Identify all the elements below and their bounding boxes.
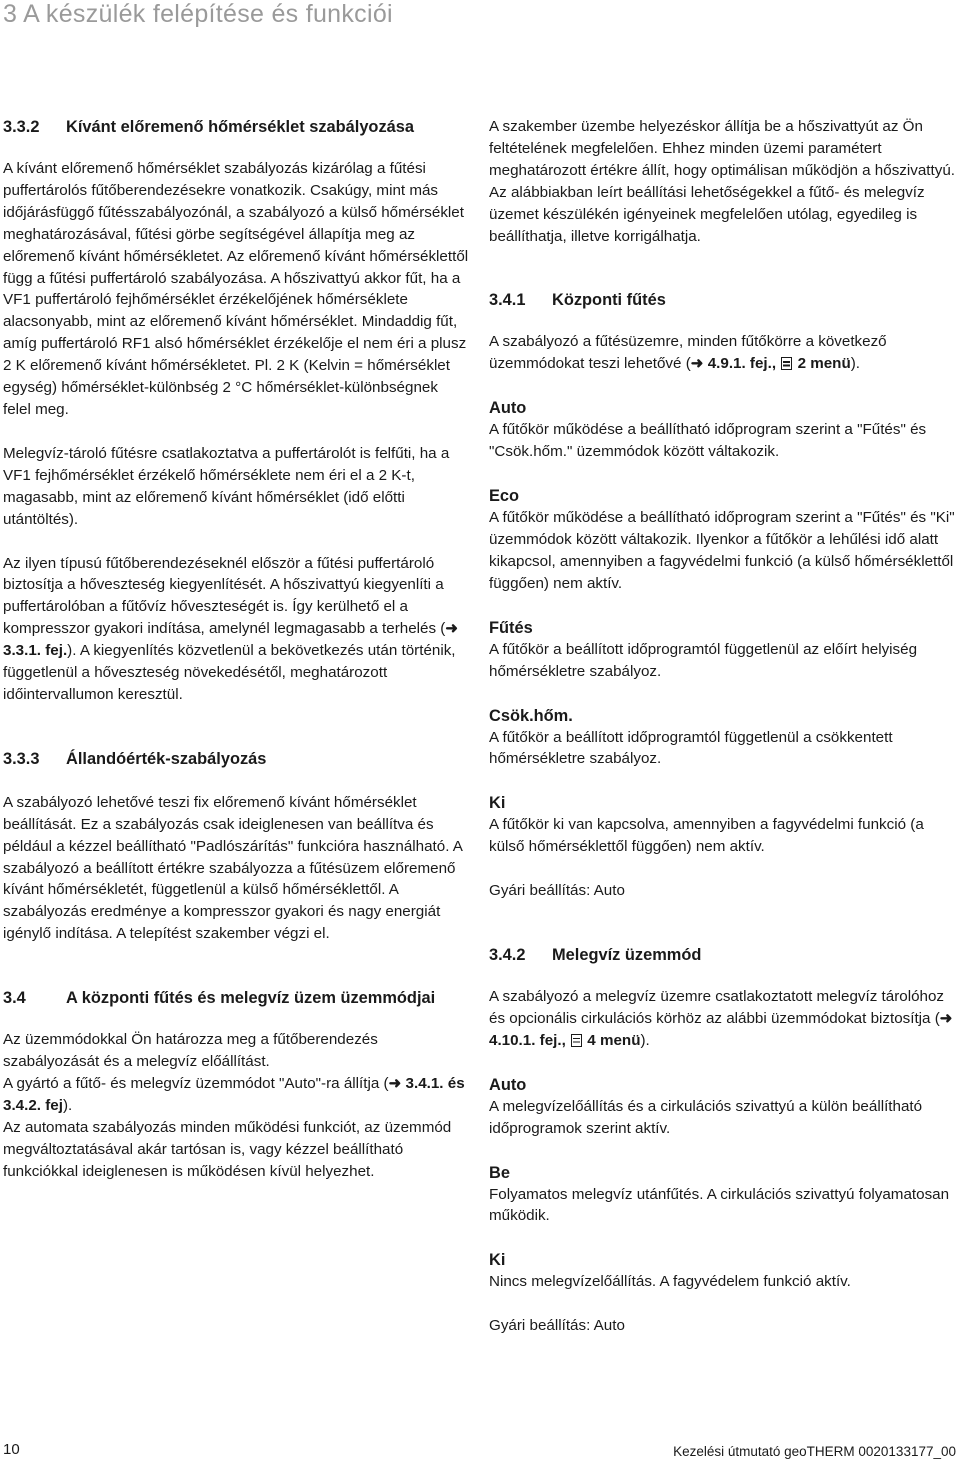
section-number: 3.4: [3, 989, 26, 1008]
paragraph: Melegvíz-tároló fűtésre csatlakoztatva a puffertárolót is felfűti, ha a VF1 fejhőmérséklet érzékelő hőmérséklete nem éri el a 2 K-t, magasabb, mint az előremenő kívánt hőmérséklet (idő előtti utántöltés).: [3, 444, 450, 528]
paragraph: [489, 331, 955, 375]
left-column: [3, 116, 469, 1183]
factory-setting: Gyári beállítás: Auto: [489, 882, 625, 900]
mode-name: Fűtés: [489, 618, 533, 637]
page-header-title: 3 A készülék felépítése és funkciói: [3, 0, 393, 28]
section-number: 3.3.2: [3, 118, 40, 136]
mode-name: Be: [489, 1163, 510, 1182]
section-heading-3-4-2: [489, 944, 955, 966]
section-number: 3.4.2: [489, 946, 526, 965]
section-heading-3-3-3: [3, 748, 469, 770]
section-number: 3.3.3: [3, 749, 40, 768]
paragraph-text: ).: [62, 1096, 73, 1114]
mode-name: Csök.hőm.: [489, 706, 573, 725]
mode-name: Auto: [489, 1075, 527, 1094]
mode-description: Nincs melegvízelőállítás. A fagyvédelem funkció aktív.: [489, 1273, 851, 1291]
mode-description: A fűtőkör a beállított időprogramtól függetlenül a csökkentett hőmérsékletre szabályoz.: [489, 728, 893, 768]
section-title: Állandóérték-szabályozás: [66, 749, 267, 768]
cross-reference-link[interactable]: ➜ 4.10.1. fej.,: [489, 1009, 953, 1049]
paragraph: A kívánt előremenő hőmérséklet szabályozás kizárólag a fűtési puffertárolós fűtőberendezésekre vonatkozik. Csakúgy, mint más időjárásfüggő fűtésszabályozónál, a szabályozó a külső hőmérséklet meghatározásával, fűtési görbe segítségével állapítja meg az előremenő kívánt hőmérsékletet. Az előremenő kívánt hőmérséklettől függ a fűtési puffertároló szabályozása. A hőszivattyú akkor fűt, ha a VF1 puffertároló fejhőmérséklet érzékelőjének hőmérséklete alacsonyabb, mint az előremenő kívánt hőmérséklet. Mindaddig fűt, amíg puffertároló RF1 alsó hőmérséklet érzékelője el nem éri a plusz 2 K előremenő kívánt hőmérsékletet. Pl. 2 K (Kelvin = hőmérséklet egység) hőmérséklet-különbség 2 °C hőmérséklet-különbségnek felel meg.: [3, 160, 469, 418]
section-number: 3.4.1: [489, 291, 526, 310]
cross-reference-link[interactable]: ➜ 3.3.1. fej.: [3, 620, 459, 660]
paragraph: [3, 553, 469, 706]
mode-description: A fűtőkör működése a beállítható időprogram szerint a "Fűtés" és "Ki" üzemmódok között váltakozik. Ilyenkor a fűtőkör a lehűlési idő alatt kikapcsol, amennyiben a fagyvédelmi funkció (a külső hőmérséklettől függően) nem aktív.: [489, 509, 955, 592]
mode-name: Ki: [489, 794, 506, 813]
paragraph: A szabályozó lehetővé teszi fix előremenő kívánt hőmérséklet beállítását. Ez a szabályozás csak ideiglenesen van beállítva és például a kézzel beállítható "Padlószárítás" funkcióra használható. A szabályozó a beállított értékre szabályozza a fűtésüzem előremenő kívánt hőmérsékletét, függetlenül a külső hőmérséklettől. A szabályozás eredménye a kompresszor gyakori és nagy energiát igénylő indítása. A telepítést szakember végzi el.: [3, 793, 463, 943]
section-title: A központi fűtés és melegvíz üzem üzemmódjai: [66, 989, 436, 1008]
section-heading-3-3-2: [3, 116, 469, 138]
paragraph-text: A szabályozó a fűtésüzemre, minden fűtőkörre a következő üzemmódokat teszi lehetővé (: [489, 333, 887, 373]
paragraph-text: A gyártó a fűtő- és melegvíz üzemmódot "Auto"-ra állítja (: [3, 1075, 389, 1092]
page-number: 10: [3, 1441, 20, 1458]
cross-reference-link[interactable]: ➜ 3.4.1. és 3.4.2. fej: [3, 1075, 465, 1114]
mode-name: Ki: [489, 1251, 506, 1270]
paragraph-text: ).: [640, 1031, 650, 1049]
paragraph-text: ).: [850, 355, 861, 373]
menu-reference: 2 menü: [797, 355, 851, 373]
section-title: Melegvíz üzemmód: [552, 946, 702, 965]
section-heading-3-4-1: [489, 289, 955, 311]
mode-description: Folyamatos melegvíz utánfűtés. A cirkulációs szivattyú folyamatosan működik.: [489, 1185, 950, 1225]
mode-name: Auto: [489, 399, 527, 418]
section-title: Kívánt előremenő hőmérséklet szabályozása: [66, 118, 414, 136]
menu-icon: [571, 1034, 582, 1047]
document-title-footer: Kezelési útmutató geoTHERM 0020133177_00: [673, 1444, 956, 1459]
paragraph-text: Az ilyen típusú fűtőberendezéseknél először a fűtési puffertároló biztosítja a hőveszteség kiegyenlítését. A hőszivattyú kiegyenlíti a puffertárolóban a fűtővíz hőveszteségét is. Így kerülhető el a kompresszor gyakori indítása, amelynél legmagasabb a terhelés (: [3, 554, 446, 638]
section-heading-3-4: [3, 987, 469, 1009]
factory-setting: Gyári beállítás: Auto: [489, 1317, 625, 1335]
section-title: Központi fűtés: [552, 291, 666, 310]
right-column: [489, 116, 955, 1337]
mode-description: A fűtőkör a beállított időprogramtól függetlenül az előírt helyiség hőmérsékletre szabályoz.: [489, 640, 918, 680]
intro-paragraph: A szakember üzembe helyezéskor állítja be a hőszivattyút az Ön feltételének megfelelően. Ehhez minden üzemi paramétert meghatározott értékre állít, hogy optimálisan működjön a hőszivattyú. Az alábbiakban leírt beállítási lehetőségekkel a fűtő- és melegvíz üzemet készülékén igényeinek megfelelően utólag, egyedileg is beállíthatja, illetve korrigálhatja.: [489, 118, 955, 245]
paragraph-text: A szabályozó a melegvíz üzemre csatlakoztatott melegvíz tárolóhoz és opcionális cirkulációs körhöz az alábbi üzemmódokat biztosítja (: [489, 988, 945, 1027]
mode-description: A fűtőkör ki van kapcsolva, amennyiben a fagyvédelmi funkció (a külső hőmérséklettől függően) nem aktív.: [489, 816, 924, 856]
paragraph: Az automata szabályozás minden működési funkciót, az üzemmód megváltoztatásával akár tartósan is, vagy kézzel beállítható funkciókkal ideiglenesen is működésen kívül helyezhet.: [3, 1118, 452, 1180]
paragraph: [489, 986, 955, 1052]
paragraph-text: ). A kiegyenlítés közvetlenül a bekövetkezés után történik, függetlenül a hőveszteség növekedésétől, meghatározott időintervallumon keresztül.: [3, 642, 456, 703]
menu-icon: [781, 357, 792, 370]
paragraph: [3, 1073, 469, 1117]
mode-name: Eco: [489, 487, 520, 506]
paragraph: Az üzemmódokkal Ön határozza meg a fűtőberendezés szabályozását és a melegvíz előállítást.: [3, 1031, 378, 1071]
menu-reference: 4 menü: [587, 1031, 641, 1049]
mode-description: A fűtőkör működése a beállítható időprogram szerint a "Fűtés" és "Csök.hőm." üzemmódok között váltakozik.: [489, 421, 927, 461]
mode-description: A melegvízelőállítás és a cirkulációs szivattyú a külön beállítható időprogramok szerint aktív.: [489, 1097, 923, 1137]
cross-reference-link[interactable]: ➜ 4.9.1. fej.,: [690, 355, 777, 373]
